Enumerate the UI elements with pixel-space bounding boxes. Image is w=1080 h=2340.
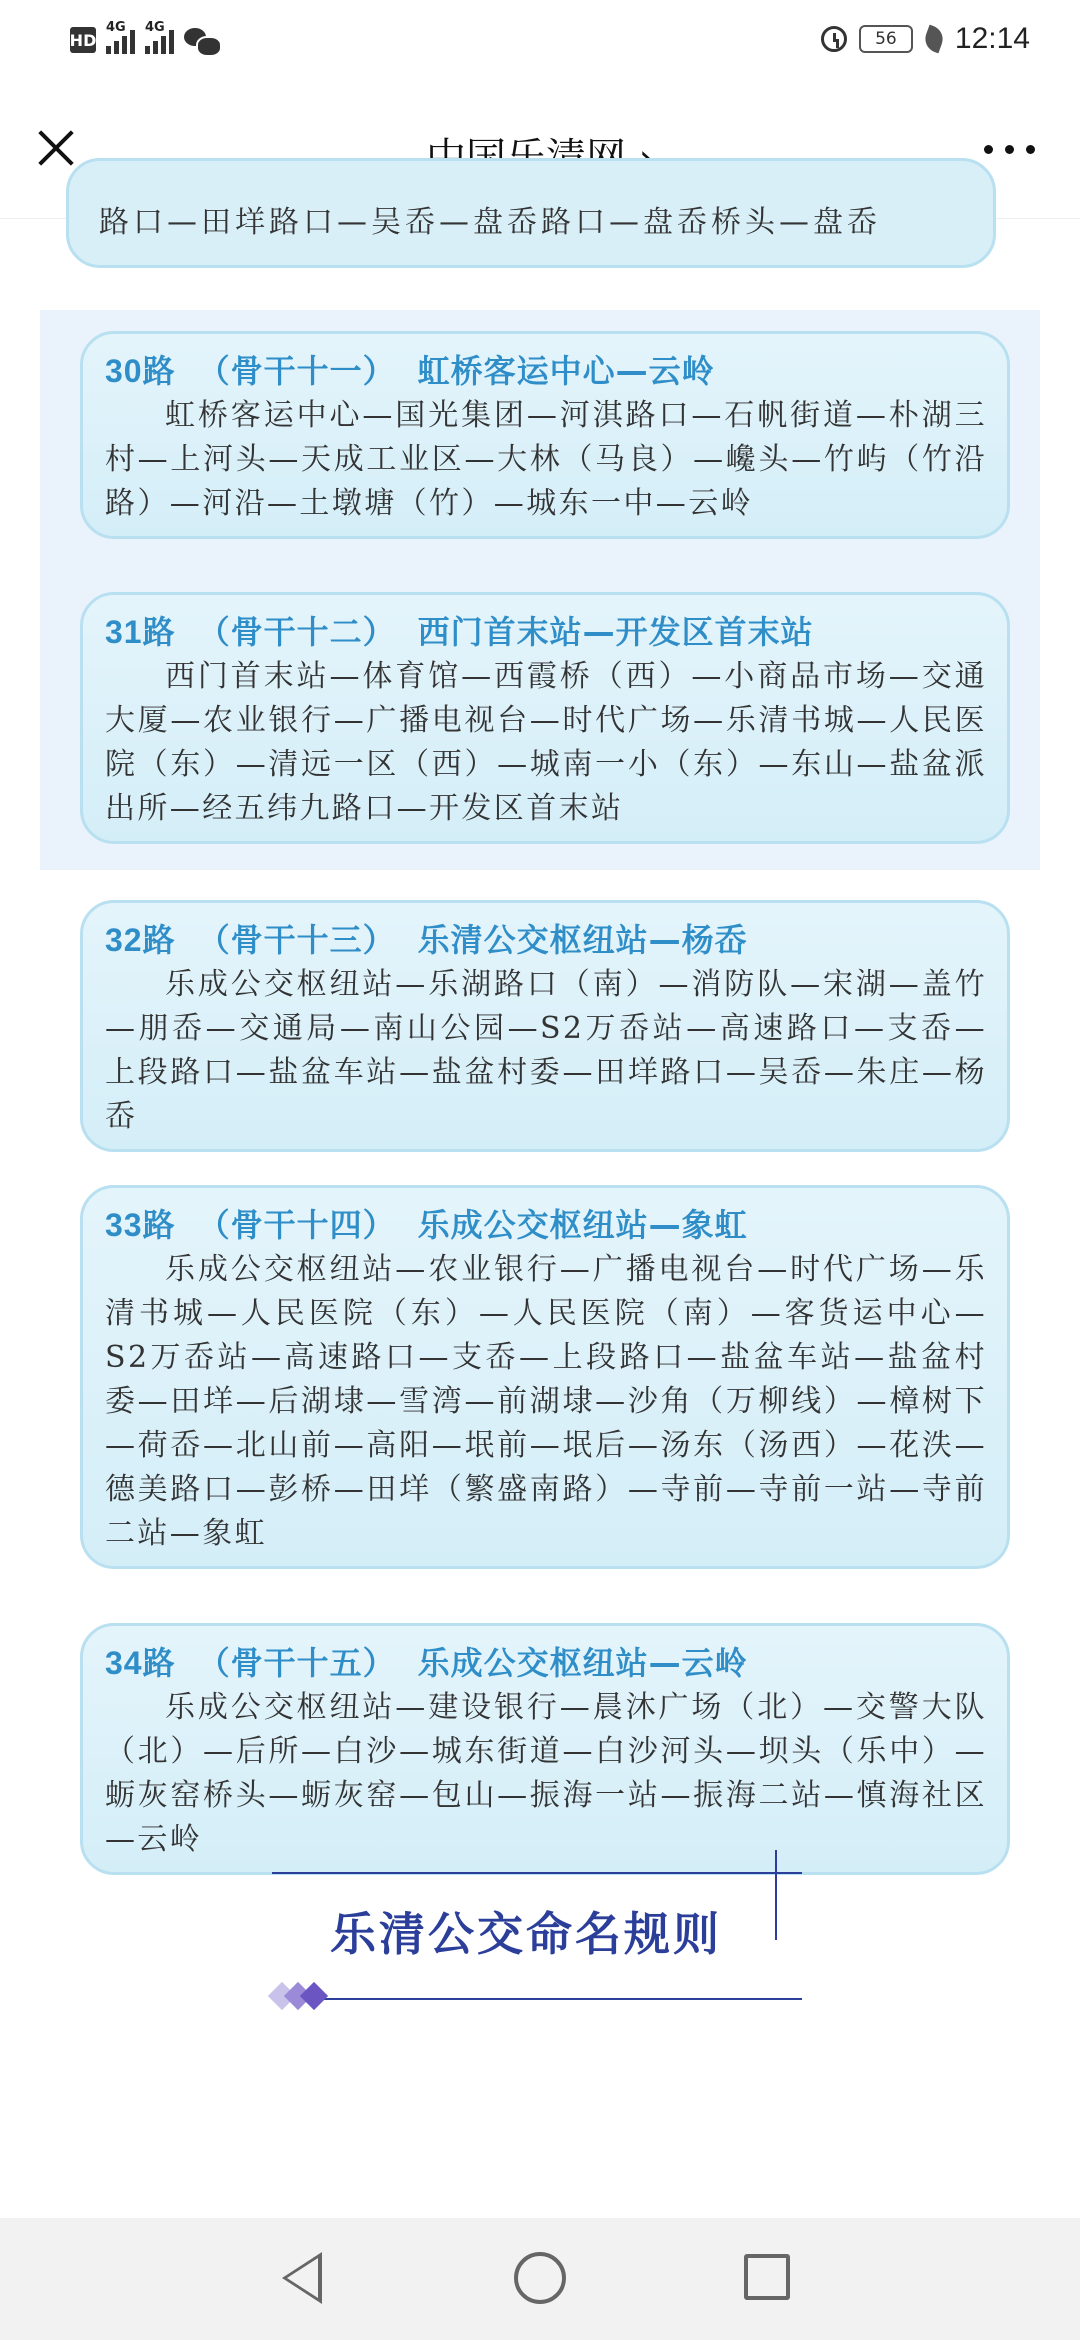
route-stops: 西门首末站—体育馆—西霞桥（西）—小商品市场—交通大厦—农业银行—广播电视台—时代广场—乐清书城—人民医院（东）—清远一区（西）—城南一小（东）—东山—盐盆派出所—经五纬九路口—开发区首末站 <box>105 659 987 826</box>
route-number: 31路 <box>105 614 176 650</box>
heading-rule-vertical <box>775 1850 777 1940</box>
route-card <box>80 1623 1010 1875</box>
signal-icon <box>106 20 135 54</box>
route-card <box>80 1185 1010 1569</box>
route-card-partial <box>66 158 996 268</box>
route-endpoints: 乐清公交枢纽站—杨岙 <box>417 921 748 959</box>
route-title <box>105 917 987 963</box>
status-left <box>69 20 220 54</box>
route-endpoints: 西门首末站—开发区首末站 <box>417 613 814 651</box>
wechat-icon <box>184 26 220 54</box>
route-stops: 路口—田垟路口—吴岙—盘岙路口—盘岙桥头—盘岙 <box>99 205 881 240</box>
route-stops: 乐成公交枢纽站—农业银行—广播电视台—时代广场—乐清书城—人民医院（东）—人民医院（南）—客货运中心—S2万岙站—高速路口—支岙—上段路口—盐盆车站—盐盆村委—田垟—后湖埭—雪湾—前湖埭—沙角（万柳线）—樟树下—荷岙—北山前—高阳—垊前—垊后—汤东（汤西）—花泆—德美路口—彭桥—田垟（繁盛南路）—寺前—寺前一站—寺前二站—象虹 <box>105 1252 987 1551</box>
route-number: 30路 <box>105 353 176 389</box>
system-nav-bar <box>0 2218 1080 2340</box>
alarm-icon <box>821 26 847 52</box>
route-title <box>105 1202 987 1248</box>
route-trunk: （骨干十五） <box>197 1644 396 1682</box>
route-trunk: （骨干十一） <box>197 352 396 390</box>
route-card <box>80 592 1010 844</box>
power-saving-icon <box>921 25 946 54</box>
route-title <box>105 348 987 394</box>
heading-rule-bottom <box>302 1998 802 2000</box>
route-title <box>105 1640 987 1686</box>
route-stops: 乐成公交枢纽站—建设银行—晨沐广场（北）—交警大队（北）—后所—白沙—城东街道—白沙河头—坝头（乐中）—蛎灰窑桥头—蛎灰窑—包山—振海一站—振海二站—慎海社区—云岭 <box>105 1690 987 1857</box>
more-icon[interactable] <box>984 134 1044 164</box>
route-number: 34路 <box>105 1645 176 1681</box>
route-trunk: （骨干十四） <box>197 1206 396 1244</box>
route-number: 32路 <box>105 922 176 958</box>
status-bar <box>0 0 1080 90</box>
route-endpoints: 虹桥客运中心—云岭 <box>417 352 715 390</box>
route-stops: 乐成公交枢纽站—乐湖路口（南）—消防队—宋湖—盖竹—朋岙—交通局—南山公园—S2万岙站—高速路口—支岙—上段路口—盐盆车站—盐盆村委—田垟路口—吴岙—朱庄—杨岙 <box>105 967 987 1134</box>
route-title <box>105 609 987 655</box>
route-card <box>80 900 1010 1152</box>
home-icon[interactable] <box>514 2252 566 2304</box>
section-heading <box>272 1850 812 2020</box>
route-endpoints: 乐成公交枢纽站—云岭 <box>417 1644 748 1682</box>
route-stops: 虹桥客运中心—国光集团—河淇路口—石帆街道—朴湖三村—上河头—天成工业区—大林（马良）—巉头—竹屿（竹沿路）—河沿—土墩塘（竹）—城东一中—云岭 <box>105 398 987 521</box>
route-number: 33路 <box>105 1207 176 1243</box>
status-right <box>821 22 1030 56</box>
hd-badge: HD <box>70 27 96 53</box>
recents-icon[interactable] <box>744 2254 790 2300</box>
route-card <box>80 331 1010 539</box>
clock: 12:14 <box>954 22 1030 55</box>
diamond-deco-icon <box>272 1986 320 2006</box>
battery-indicator: 56 <box>859 25 913 53</box>
signal-label: 4G <box>145 20 165 35</box>
route-endpoints: 乐成公交枢纽站—象虹 <box>417 1206 748 1244</box>
route-trunk: （骨干十三） <box>197 921 396 959</box>
signal-label: 4G <box>106 20 126 35</box>
heading-rule-top <box>272 1872 802 1874</box>
section-heading-text: 乐清公交命名规则 <box>330 1907 722 1961</box>
back-icon[interactable] <box>282 2252 322 2304</box>
route-trunk: （骨干十二） <box>197 613 396 651</box>
signal-icon <box>145 20 174 54</box>
